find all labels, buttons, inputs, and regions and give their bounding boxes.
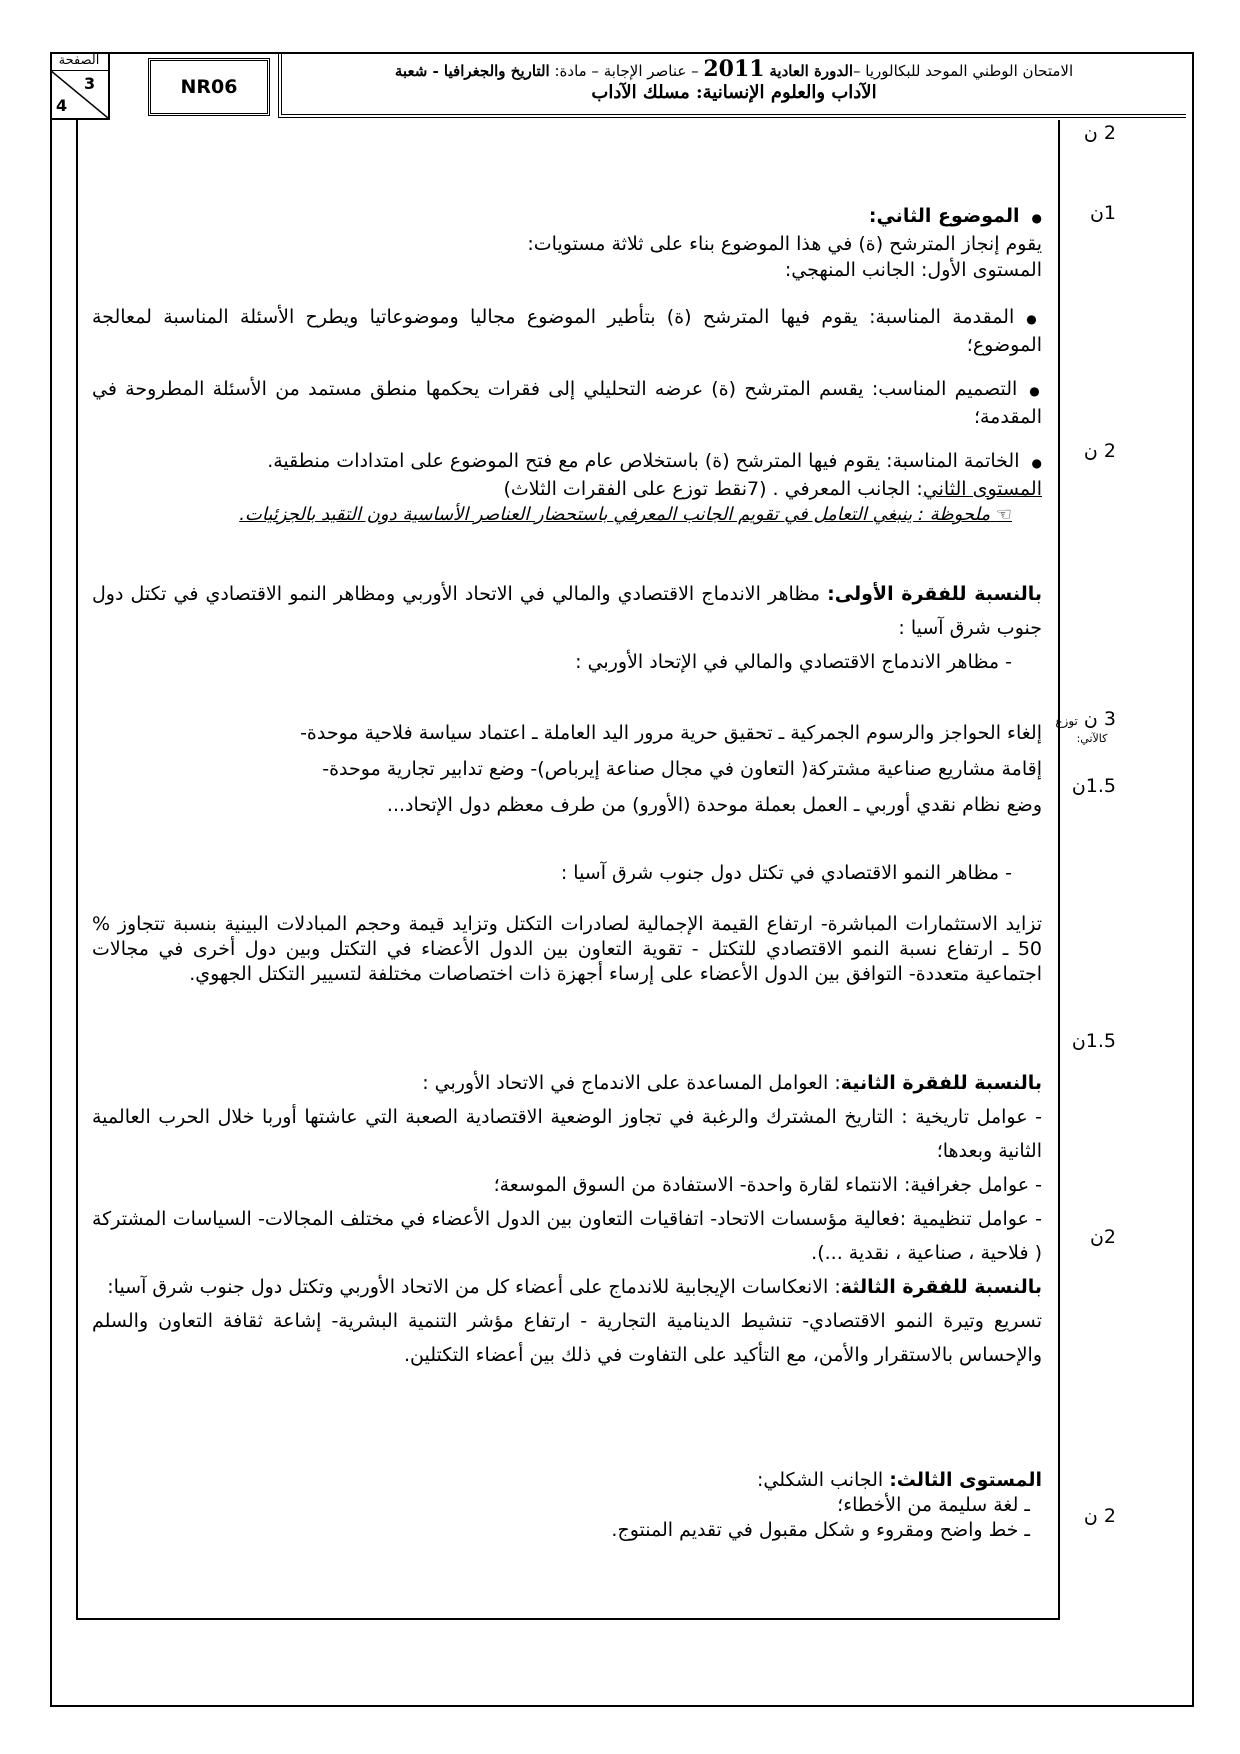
- note: ☜ ملحوظة : ينبغي التعامل في تقويم الجانب المعرفي باستحضار العناصر الأساسية دون التقيد بالجزئيات.: [239, 504, 1012, 525]
- page-number-box: [50, 52, 110, 120]
- topic-title: ● الموضوع الثاني:: [92, 203, 1042, 231]
- level2: المستوى الثاني: الجانب المعرفي . (7نقط توزع على الفقرات الثلاث): [503, 478, 1042, 500]
- score-7: 2 ن: [1083, 1505, 1116, 1527]
- header-line1: الامتحان الوطني الموحد للبكالوريا –الدورة العادية 2011 – عناصر الإجابة – مادة: التاريخ والجغرافيا - شعبة: [394, 56, 1074, 82]
- bullet-plan: ● التصميم المناسب: يقسم المترشح (ة) عرضه التحليلي إلى فقرات يحكمها منطق مستمد من الأسئلة المطروحة في المقدمة؛: [92, 376, 1042, 430]
- level3-item-1: ـ لغة سليمة من الأخطاء؛: [837, 1494, 1030, 1516]
- p2-heading: بالنسبة للفقرة الثانية: العوامل المساعدة على الاندماج في الاتحاد الأوربي :: [422, 1072, 1042, 1094]
- paragraph-1-asia-heading: [92, 860, 1042, 886]
- p1-sub2: - مظاهر النمو الاقتصادي في تكتل دول جنوب شرق آسيا :: [560, 862, 1012, 884]
- paragraph-1: [92, 577, 1042, 679]
- score-6: 2ن: [1089, 1226, 1116, 1248]
- p2-line1: - عوامل تاريخية : التاريخ المشترك والرغبة في تجاوز الوضعية الاقتصادية الصعبة التي عاشتها أوربا خلال الحرب العالمية الثانية وبعدها؛: [92, 1106, 1042, 1162]
- paragraph-1-eu: [92, 715, 1042, 823]
- score-4: 1.5ن: [1071, 775, 1116, 797]
- method-bullets-2: [92, 376, 1042, 430]
- page-total: 4: [56, 96, 68, 115]
- method-bullets: [92, 304, 1042, 358]
- p1-eu-line2: إقامة مشاريع صناعية مشتركة( التعاون في مجال صناعة إيرباص)- وضع تدابير تجارية موحدة-: [322, 758, 1042, 780]
- level1: المستوى الأول: الجانب المنهجي:: [784, 259, 1042, 281]
- level-3: [92, 1468, 1042, 1543]
- bullet-conclusion: ● الخاتمة المناسبة: يقوم فيها المترشح (ة) باستخلاص عام مع فتح الموضوع على امتدادات منطقية.: [92, 448, 1042, 476]
- page-current: 3: [84, 74, 96, 93]
- page-label: الصفحة: [50, 52, 108, 71]
- p3-line1: تسريع وتيرة النمو الاقتصادي- تنشيط الدينامية التجارية - ارتفاع مؤشر التنمية البشرية- إشاعة ثقافة التعاون والسلم والإحساس بالاستقرار والأمن، مع التأكيد على التفاوت في ذلك بين أعضاء التكتلين.: [92, 1310, 1042, 1366]
- pointing-hand-icon: ☜: [995, 504, 1012, 525]
- score-5: 1.5ن: [1071, 1030, 1116, 1052]
- level3-item-2: ـ خط واضح ومقروء و شكل مقبول في تقديم المنتوج.: [611, 1519, 1030, 1541]
- topic-section: [92, 203, 1042, 283]
- score-column: [1055, 120, 1138, 1620]
- p1-asia-text: تزايد الاستثمارات المباشرة- ارتفاع القيمة الإجمالية لصادرات التكتل وتزايد قيمة وحجم المبادلات البينية بنسبة تتجاوز % 50 ـ ارتفاع نسبة النمو الاقتصادي للتكتل - تقوية التعاون بين الدول الأعضاء في التكتل وبين دول أخرى في مجالات اجتماعية متعددة- التوافق بين الدول الأعضاء على إرساء أجهزة ذات اختصاصات مختلفة لتسيير التكتل الجهوي.: [92, 913, 1042, 985]
- p2-line3: - عوامل تنظيمية :فعالية مؤسسات الاتحاد- اتفاقيات التعاون بين الدول الأعضاء في مختلف المجالات- السياسات المشتركة ( فلاحية ، صناعية ، نقدية ...).: [92, 1208, 1042, 1264]
- score-top: 2 ن: [1083, 122, 1116, 144]
- score-3: 3 ن توزع: [1055, 708, 1116, 730]
- intro: يقوم إنجاز المترشح (ة) في هذا الموضوع بناء على ثلاثة مستويات:: [527, 233, 1042, 255]
- exam-code: NR06: [148, 58, 270, 116]
- header: [50, 52, 1194, 120]
- p2-line2: - عوامل جغرافية: الانتماء لقارة واحدة- الاستفادة من السوق الموسعة؛: [493, 1174, 1042, 1196]
- score-2: 2 ن: [1083, 440, 1116, 462]
- level3-heading: المستوى الثالث: الجانب الشكلي:: [757, 1469, 1042, 1491]
- score-1: 1ن: [1089, 202, 1116, 224]
- p3-heading: بالنسبة للفقرة الثالثة: الانعكاسات الإيجابية للاندماج على أعضاء كل من الاتحاد الأوربي وتكتل دول جنوب شرق آسيا:: [107, 1276, 1042, 1298]
- header-title: [278, 52, 1186, 118]
- score-3-note: كالآتي:: [1076, 732, 1108, 745]
- bullet-intro: ● المقدمة المناسبة: يقوم فيها المترشح (ة) بتأطير الموضوع مجاليا وموضوعاتيا ويطرح الأسئلة المناسبة لمعالجة الموضوع؛: [92, 304, 1042, 358]
- p1-eu-line1: إلغاء الحواجز والرسوم الجمركية ـ تحقيق حرية مرور اليد العاملة ـ اعتماد سياسة فلاحية موحدة-: [300, 722, 1042, 744]
- p1-eu-line3: وضع نظام نقدي أوربي ـ العمل بعملة موحدة (الأورو) من طرف معظم دول الإتحاد...: [386, 794, 1042, 816]
- paragraph-1-asia: [92, 912, 1042, 987]
- p1-sub1: - مظاهر الاندماج الاقتصادي والمالي في الإتحاد الأوربي :: [575, 651, 1012, 673]
- method-bullets-3: [92, 448, 1042, 528]
- p1-heading: بالنسبة للفقرة الأولى: مظاهر الاندماج الاقتصادي والمالي في الاتحاد الأوربي ومظاهر النمو الاقتصادي في تكتل دول جنوب شرق آسيا :: [92, 583, 1042, 639]
- header-line2: الآداب والعلوم الإنسانية: مسلك الآداب: [591, 82, 877, 103]
- paragraph-2: [92, 1066, 1042, 1372]
